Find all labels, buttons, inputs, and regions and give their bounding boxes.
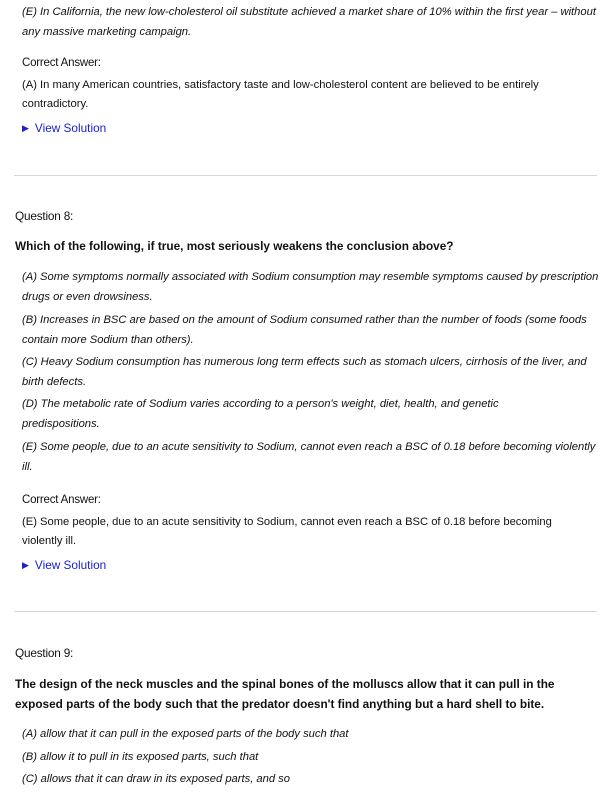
q7-tail — [22, 2, 602, 42]
q8-option-d: (D) The metabolic rate of Sodium varies according to a person's weight, diet, health, and genetic predispositions. — [22, 398, 499, 430]
q8-option-d-box — [22, 394, 552, 434]
q9-option-a: (A) allow that it can pull in the exposed parts of the body such that — [22, 728, 349, 740]
q7-correct-answer — [22, 55, 602, 71]
triangle-right-icon: ▶ — [22, 560, 29, 570]
q8-option-b: (B) Increases in BSC are based on the amount of Sodium consumed rather than the number of foods (some foods contain more Sodium than others). — [22, 314, 587, 346]
view-solution-link[interactable] — [22, 120, 602, 136]
q8-option-a: (A) Some symptoms normally associated with Sodium consumption may resemble symptoms caused by prescription drugs or even drowsiness. — [22, 271, 599, 303]
q8-option-c: (C) Heavy Sodium consumption has numerous long term effects such as stomach ulcers, cirrhosis of the liver, and birth defects. — [22, 356, 587, 388]
q8-option-e: (E) Some people, due to an acute sensitivity to Sodium, cannot even reach a BSC of 0.18 before becoming violently ill. — [22, 441, 596, 473]
q9-option-b: (B) allow it to pull in its exposed parts, such that — [22, 751, 259, 763]
q7-correct-answer-box — [22, 76, 582, 114]
question-9-label: Question 9: — [15, 646, 74, 660]
q8-correct-answer — [22, 492, 602, 508]
q9-option-c-box — [22, 769, 602, 789]
q8-option-e-box — [22, 437, 602, 477]
question-9-stem: The design of the neck muscles and the spinal bones of the molluscs allow that it can pull in the exposed parts of the body such that the predator doesn't find anything but a hard shell to bite. — [15, 677, 555, 711]
view-solution-label: View Solution — [34, 121, 107, 135]
view-solution-link[interactable] — [22, 557, 602, 573]
question-8-label: Question 8: — [15, 209, 74, 223]
correct-answer-label: Correct Answer: — [22, 494, 101, 506]
divider — [14, 611, 597, 612]
triangle-right-icon: ▶ — [22, 123, 29, 133]
q7-view-solution[interactable] — [22, 120, 602, 136]
q8-option-c-box — [22, 352, 587, 392]
q9-option-c: (C) allows that it can draw in its exposed parts, and so — [22, 773, 291, 785]
q7-option-e: (E) In California, the new low-cholesterol oil substitute achieved a market share of 10% within the first year – without any massive marketing campaign. — [22, 6, 596, 38]
view-solution-label: View Solution — [34, 558, 107, 572]
q8-correct-answer-box — [22, 513, 552, 551]
q8-option-a-box — [22, 267, 602, 307]
q9-option-a-box — [22, 724, 602, 744]
correct-answer-text: (E) Some people, due to an acute sensitivity to Sodium, cannot even reach a BSC of 0.18 before becoming violently ill. — [22, 516, 552, 547]
q8-view-solution[interactable] — [22, 557, 602, 573]
q9-option-b-box — [22, 747, 602, 767]
question-8-stem: Which of the following, if true, most seriously weakens the conclusion above? — [15, 239, 454, 253]
correct-answer-text: (A) In many American countries, satisfactory taste and low-cholesterol content are believed to be entirely contradictory. — [22, 79, 539, 110]
divider — [14, 175, 597, 176]
q8-option-b-box — [22, 310, 602, 350]
correct-answer-label: Correct Answer: — [22, 57, 101, 69]
